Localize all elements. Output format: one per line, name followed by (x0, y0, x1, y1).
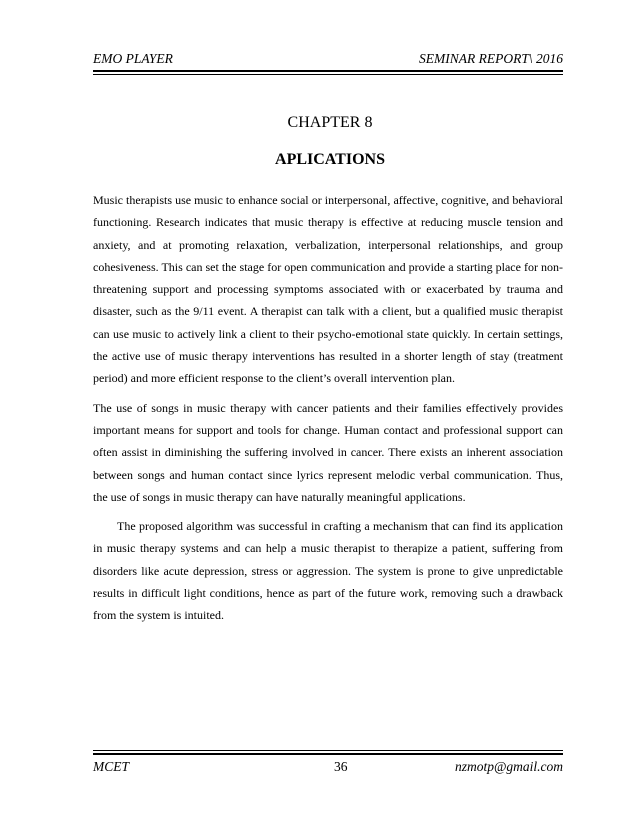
body-text (93, 189, 563, 627)
paragraph-1: Music therapists use music to enhance social or interpersonal, affective, cognitive, and behavioral functioning. Research indicates that music therapy is effective at reducing muscle tension and anxiety, and at promoting relaxation, verbalization, interpersonal relationships, and group cohesiveness. This can set the stage for open communication and provide a starting place for non-threatening support and processing symptoms associated with or exacerbated by trauma and disaster, such as the 9/11 event. A therapist can talk with a client, but a qualified music therapist can use music to actively link a client to their psycho-emotional state quickly. In certain settings, the active use of music therapy interventions has resulted in a shorter length of stay (treatment period) and more efficient response to the client’s overall intervention plan. (93, 193, 563, 386)
footer-rule-thick (93, 753, 563, 755)
header-rule-thin (93, 74, 563, 75)
chapter-title: APLICATIONS (275, 151, 385, 168)
chapter-number: CHAPTER 8 (287, 114, 373, 131)
header-right-text: SEMINAR REPORT\ 2016 (419, 51, 563, 66)
header-left-text: EMO PLAYER (93, 51, 173, 66)
paragraph-2: The use of songs in music therapy with cancer patients and their families effectively provides important means for support and tools for change. Human contact and professional support can often assist in diminishing the suffering involved in cancer. There exists an inherent association between songs and human contact since lyrics represent melodic verbal communication. Thus, the use of songs in music therapy can have naturally meaningful applications. (93, 400, 563, 504)
footer-email: nzmotp@gmail.com (454, 759, 563, 774)
footer-left-text: MCET (93, 759, 130, 774)
paragraph-3: The proposed algorithm was successful in crafting a mechanism that can find its application in music therapy systems and can help a music therapist to therapize a patient, suffering from disorders like acute depression, stress or aggression. The system is prone to give unpredictable results in difficult light conditions, hence as part of the future work, removing such a drawback from the system is intuited. (93, 519, 563, 623)
header-rule-thick (93, 70, 563, 72)
footer-rule-thin (93, 750, 563, 751)
page-number: 36 (334, 759, 348, 774)
